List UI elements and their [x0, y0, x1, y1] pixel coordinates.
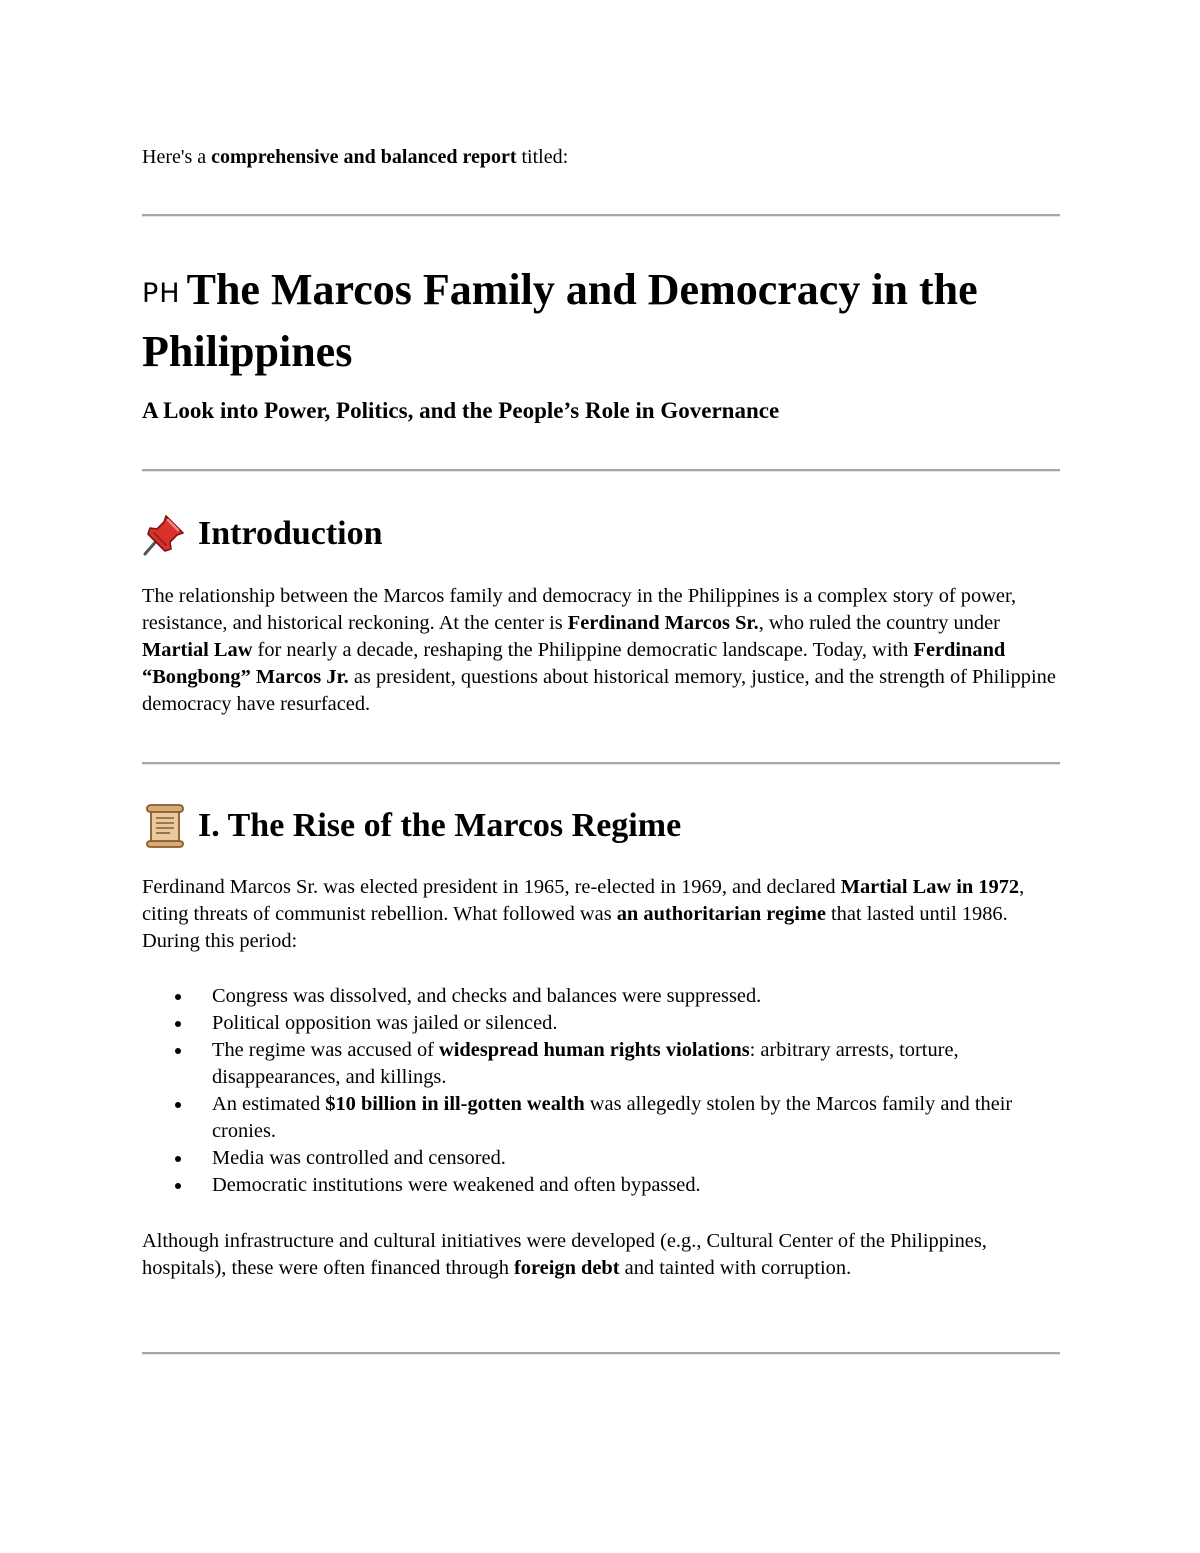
intro-text-end: titled: [516, 146, 569, 168]
list-item-text: Democratic institutions were weakened and often bypassed. [212, 1174, 701, 1196]
section-1-paragraph-2 [142, 1228, 1060, 1282]
para-text: for nearly a decade, reshaping the Philippine democratic landscape. Today, with [252, 639, 914, 661]
scroll-icon [142, 803, 188, 849]
para-text: Ferdinand Marcos Sr. was elected president in 1965, re-elected in 1969, and declared [142, 876, 841, 898]
horizontal-rule [142, 762, 1060, 765]
list-item [142, 1172, 1060, 1199]
title-text: The Marcos Family and Democracy in the Philippines [142, 265, 978, 376]
para-bold: Ferdinand “Bongbong” Marcos Jr. [142, 639, 1006, 688]
page-subtitle: A Look into Power, Politics, and the People’s Role in Governance [142, 398, 780, 423]
section-1-heading [142, 803, 681, 849]
list-item-text: The regime was accused of [212, 1039, 440, 1061]
para-bold: Ferdinand Marcos Sr. [567, 612, 759, 634]
para-text: that lasted until 1986. During this period: [142, 903, 1008, 952]
list-item [142, 1091, 1060, 1145]
list-item-text: was allegedly stolen by the Marcos family and their cronies. [212, 1093, 1013, 1142]
introduction-heading [142, 511, 383, 557]
list-item-text: : arbitrary arrests, torture, disappearances, and killings. [212, 1039, 959, 1088]
list-item-text: Media was controlled and censored. [212, 1147, 506, 1169]
para-text: Although infrastructure and cultural initiatives were developed (e.g., Cultural Center of the Philippines, hospitals), these were often financed through [142, 1230, 987, 1279]
list-item [142, 1145, 1060, 1172]
page-title [142, 262, 1060, 380]
list-item-text: Political opposition was jailed or silenced. [212, 1012, 558, 1034]
section-1-bullet-list [142, 983, 1060, 1199]
intro-text: Here's a [142, 146, 212, 168]
list-item-bold: $10 billion in ill-gotten wealth [325, 1093, 585, 1115]
para-text: as president, questions about historical memory, justice, and the strength of Philippine democracy have resurfaced. [142, 666, 1056, 715]
introduction-paragraph [142, 583, 1060, 718]
introduction-heading-text: Introduction [198, 515, 383, 552]
intro-bold: comprehensive and balanced report [211, 146, 517, 168]
intro-line [142, 143, 568, 171]
para-text: and tainted with corruption. [619, 1257, 852, 1279]
para-bold: an authoritarian regime [616, 903, 826, 925]
para-text: , who ruled the country under [758, 612, 1000, 634]
para-text: , citing threats of communist rebellion. What followed was [142, 876, 1025, 925]
para-bold: Martial Law in 1972 [840, 876, 1020, 898]
list-item [142, 1037, 1060, 1091]
list-item-bold: widespread human rights violations [439, 1039, 750, 1061]
para-bold: Martial Law [142, 639, 253, 661]
flag-ph-icon: PH [142, 278, 181, 309]
list-item-text: An estimated [212, 1093, 326, 1115]
list-item [142, 983, 1060, 1010]
section-1-paragraph-1 [142, 874, 1060, 955]
horizontal-rule [142, 469, 1060, 472]
list-item [142, 1010, 1060, 1037]
para-text: The relationship between the Marcos family and democracy in the Philippines is a complex story of power, resistance, and historical reckoning. At the center is [142, 585, 1017, 634]
list-item-text: Congress was dissolved, and checks and balances were suppressed. [212, 985, 762, 1007]
horizontal-rule [142, 214, 1060, 217]
horizontal-rule [142, 1352, 1060, 1355]
pushpin-icon [142, 511, 188, 557]
para-bold: foreign debt [514, 1257, 620, 1279]
section-1-heading-text: I. The Rise of the Marcos Regime [198, 807, 682, 844]
